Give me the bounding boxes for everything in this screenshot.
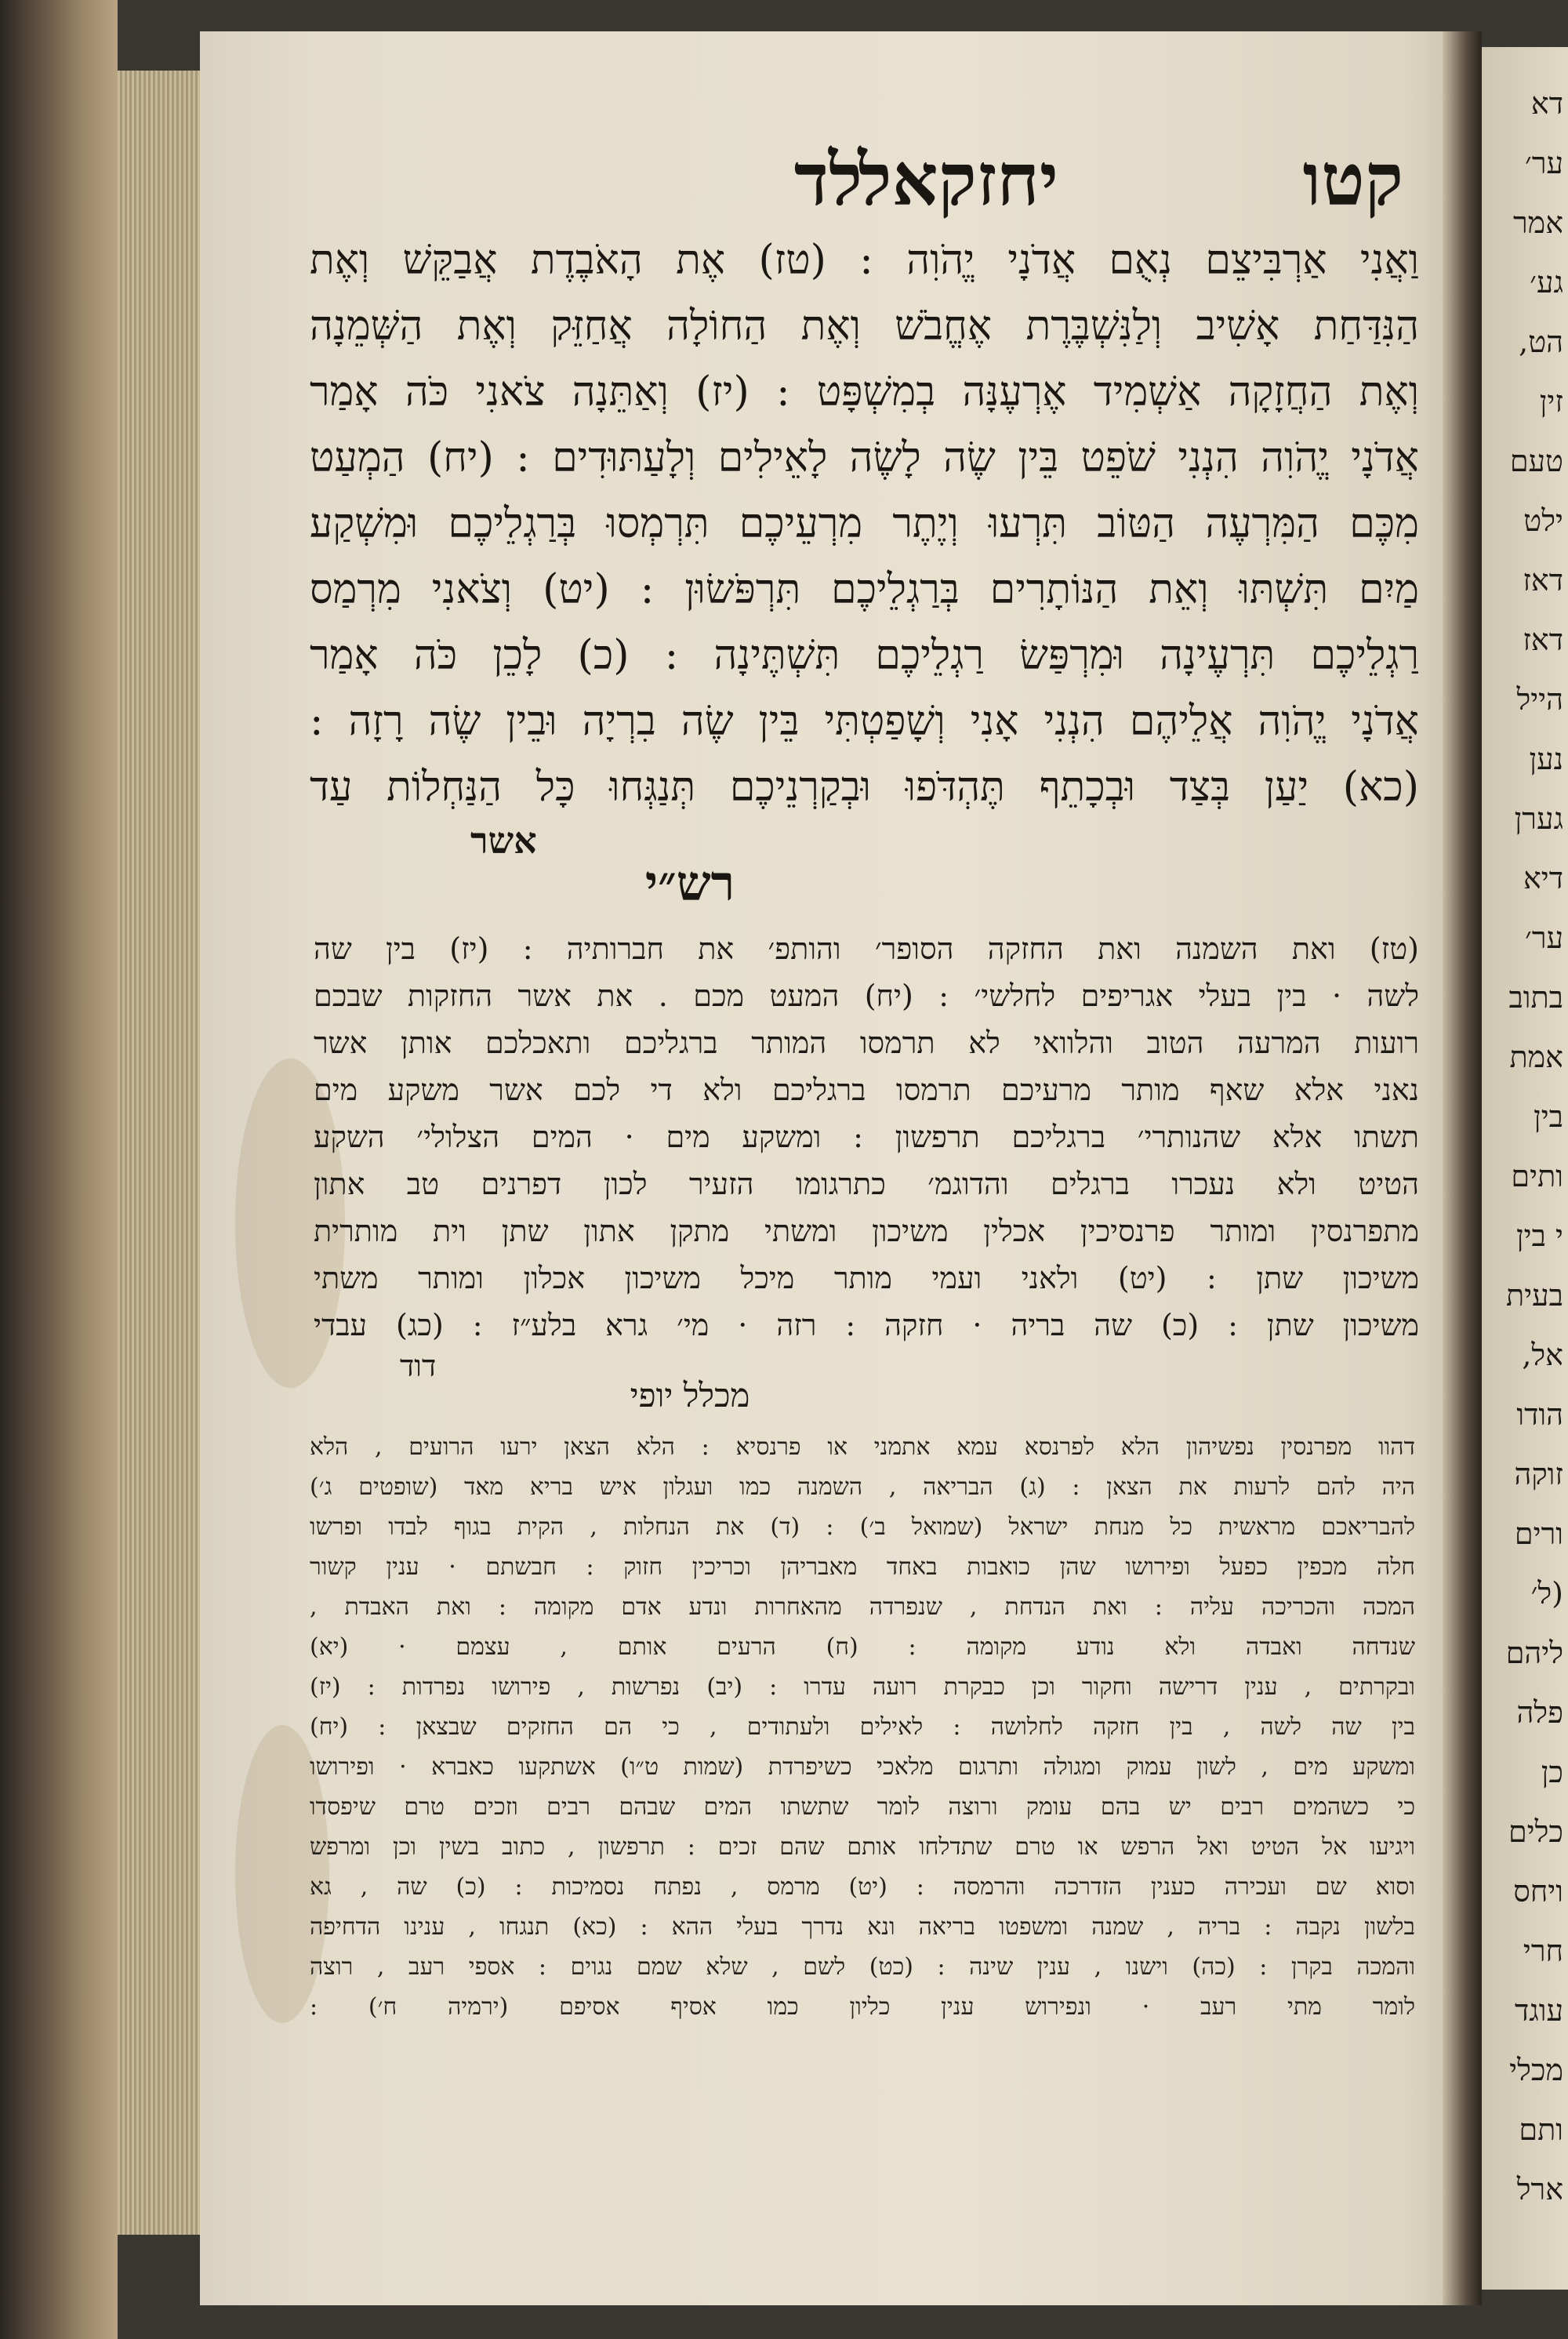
facing-page-fragment: חרי [1523,1934,1563,1968]
book-edge [0,0,118,2339]
verse-line: אֲדֹנָי יֱהֹוִה הִנְנִי שֹׁפֵט בֵּין שֶׂה לָשֶׂה לָאֵילִים וְלָעַתּוּדִים : (יח) הַמְעַט [310,434,1419,481]
verse-line: הַנִּדַּחַת אָשִׁיב וְלַנִּשְׁבֶּרֶת אֶחֱבֹשׁ וְאֶת הַחוֹלָה אֲחַזֵּק וְאֶת הַשְּׁמֵנָה [310,303,1419,350]
rashi-heading [0,855,1568,913]
facing-page-fragment: ער׳ [1525,146,1563,180]
verse-line: אֲדֹנָי יֱהֹוִה אֲלֵיהֶם הִנְנִי אָנִי וְשָׁפַטְתִּי בֵּין שֶׂה בִרְיָה וּבֵין שֶׂה רָזָה : [310,698,1419,745]
facing-page-fragment: דיא [1523,861,1563,895]
verse-line: וַאֲנִי אַרְבִּיצֵם נְאֻם אֲדֹנָי יֱהֹוִה : (טז) אֶת הָאֹבֶדֶת אֲבַקֵּשׁ וְאֶת [310,237,1419,284]
facing-page-fragment: כן [1541,1755,1563,1789]
facing-page-fragment: אמת [1509,1040,1563,1074]
mikhlal-line: בין שה לשה , בין חזקה לחלושה : לאילים ולעתודים , כי הם החזקים שבצאן : (יח) [310,1713,1415,1741]
facing-page-fragment: זוקה [1514,1457,1563,1491]
facing-page-fragment: זין [1539,384,1563,419]
facing-page-fragment: טעם [1509,444,1563,478]
rashi-line: (טז) ואת השמנה ואת החזקה הסופר׳ והותפ׳ את חברותיה : (יז) בין שה [314,932,1419,966]
verse-line: מַיִם תִּשְׁתּוּ וְאֵת הַנּוֹתָרִים בְּרַגְלֵיכֶם תִּרְפֹּשׂוּן : (יט) וְצֹאנִי מִרְמַס [310,566,1419,613]
mikhlal-line: לומר מתי רעב · ונפירוש ענין כליון כמו אסיף אסיפם (ירמיה ח׳) : [310,1993,1415,2021]
rashi-line: נאני אלא שאף מותר מרעיכם תרמסו ברגליכם ולא די לכם אשר משקע מים [314,1073,1419,1107]
facing-page-fragment: י בין [1515,1219,1563,1253]
facing-page-fragment: ותים [1511,1159,1563,1193]
rashi-line: משיכון שתן : (כ) שה בריה · חזקה : רזה · מי׳ גרא בלע״ז : (כג) עבדי [314,1308,1419,1342]
page-number: קטו [1302,137,1403,222]
facing-page-fragment: דאז [1523,623,1563,657]
facing-page-fragment: ער׳ [1525,921,1563,955]
verse-line: (כא) יַעַן בְּצַד וּבְכָתֵף תֶּהְדֹּפוּ וּבְקַרְנֵיכֶם תְּנַגְּחוּ כָּל הַנַּחְלוֹת עַד [310,764,1419,811]
mikhlal-line: להבריאכם מראשית כל מנחת ישראל (שמואל ב׳) : (ד) את הנחלות , הקית בגוף לבדו ופרשו [310,1513,1415,1541]
rashi-commentary [314,925,1419,1349]
rashi-line: לשה · בין בעלי אגריפים לחלשי׳ : (יח) המעט מכם . את אשר החזקות שבכם [314,979,1419,1013]
mikhlal-line: המכה והכריכה עליה : ואת הנדחת , שנפרדה מהאחרות ונדע אדם מקומה : ואת האבדת , [310,1593,1415,1621]
facing-page-fragment: דא [1530,86,1563,121]
main-text-block [310,227,1419,820]
facing-page-fragment: עוגד [1514,1993,1563,2028]
facing-page-fragment: דאז [1523,563,1563,597]
running-header [329,137,1411,223]
book-title: יחזקאל [858,137,1058,222]
rashi-line: מתפרנסין ומותר פרנסיכין אכלין משיכון ומשתי מתקן אתון שתן וית מותרית [314,1214,1419,1248]
facing-page-fragment: בין [1534,1099,1563,1134]
mikhlal-heading-text: מכלל יופי [630,1376,750,1415]
facing-page-fragment: ילט [1523,503,1563,538]
mikhlal-line: חלה מכפין כפעל ופירושו שהן כואבות באחד מאבריהן וכריכין חזוק : חבשתם · ענין קשור [310,1553,1415,1581]
mikhlal-line: ובקרתים , ענין דרישה וחקור וכן כבקרת רועה עדרו : (יב) נפרשות , פירושו נפרדות : (יז) [310,1673,1415,1701]
facing-page-fragment: פלה [1516,1695,1563,1730]
mikhlal-line: שנדחה ואבדה ולא נודע מקומה : (ח) הרעים אותם , עצמם · (יא) [310,1633,1415,1661]
mikhlal-yofi-commentary [310,1427,1415,2027]
facing-page-fragment: ורים [1514,1516,1563,1551]
mikhlal-heading [0,1376,1568,1415]
facing-page-fragment: ויחס [1513,1874,1563,1909]
facing-page-fragment: הט, [1519,325,1563,359]
verse-line: רַגְלֵיכֶם תִּרְעֶינָה וּמִרְפַּשׂ רַגְלֵיכֶם תִּשְׁתֶּינָה : (כ) לָכֵן כֹּה אָמַר [310,632,1419,679]
facing-page-fragment: בעית [1506,1278,1563,1313]
facing-page-fragment: גע׳ [1530,265,1563,300]
mikhlal-line: ומשקע מים , לשון עמוק ומגולה ותרגום מלאכי כשיפרדת (שמות ט״ו) אשתקעו כאברא · ופירושו [310,1753,1415,1781]
mikhlal-line: דהוו מפרנסין נפשיהון הלא לפרנסא עמא אתמני או פרנסיא : הלא הצאן ירעו הרועים , הלא [310,1433,1415,1461]
chapter-number: לד [793,137,862,222]
rashi-catchword: דוד [400,1349,437,1383]
verse-line: מִכֶּם הַמִּרְעֶה הַטּוֹב תִּרְעוּ וְיֶתֶר מִרְעֵיכֶם תִּרְמְסוּ בְּרַגְלֵיכֶם וּמִשְׁקַע [310,500,1419,547]
facing-page-fragment: מכלי [1509,2053,1563,2087]
facing-page-edge [1482,47,1568,2290]
book-gutter [1443,31,1482,2305]
rashi-heading-text: רש״י [644,855,735,912]
mikhlal-line: והמכה בקרן : (כה) וישנו , ענין שינה : (כט) לשם , שלא שמם נגוים : אספי רעב , רוצה [310,1953,1415,1981]
mikhlal-line: וסוא שם ועכירה כענין הזדרכה והרמסה : (יט) מרמס , נפתח נסמיכות : (כ) שה , גא [310,1873,1415,1901]
mikhlal-line: ויגיעו אל הטיט ואל הרפש או טרם שתדלחו אותם שהם זכים : תרפשון , כתוב בשין וכן ומרפש [310,1833,1415,1861]
facing-page-fragment: הייל [1516,682,1563,717]
facing-page-fragment: בתוב [1508,980,1563,1015]
verse-line: וְאֶת הַחֲזָקָה אַשְׁמִיד אֶרְעֶנָּה בְמִשְׁפָּט : (יז) וְאַתֵּנָה צֹאנִי כֹּה אָמַר [310,369,1419,416]
rashi-line: תשתו אלא שהנותרי׳ ברגליכם תרפשון : ומשקע מים · המים הצלולי׳ השקע [314,1120,1419,1154]
mikhlal-line: בלשון נקבה : בריה , שמנה ומשפטו בריאה ונא נדרך בעלי ההא : (כא) תנגחו , ענינו הדחיפה [310,1913,1415,1941]
rashi-line: הטיט ולא נעכרו ברגלים והדוגמ׳ כתרגומו הזעיר לכון דפרנים טב אתון [314,1167,1419,1201]
facing-page-fragment: נען [1529,742,1563,776]
facing-page-fragment: הודו [1516,1397,1563,1432]
catchword: אשר [470,819,537,862]
facing-page-fragment: ארל [1516,2172,1563,2206]
facing-page-fragment: אל, [1522,1338,1563,1372]
page-stack-edge [118,71,204,2235]
facing-page-fragment: גערן [1514,801,1563,836]
facing-page-fragment: כלים [1508,1814,1563,1849]
facing-page-fragment: אמר [1513,205,1563,240]
facing-page-fragment: ליהם [1505,1636,1563,1670]
rashi-line: משיכון שתן : (יט) ולאני ועמי מותר מיכל משיכון אכלון ומותר משתי [314,1261,1419,1295]
rashi-line: רועות המרעה הטוב והלוואי לא תרמסו המותר ברגליכם ותאכלכם אותן אשר [314,1026,1419,1060]
mikhlal-line: היה להם לרעות את הצאן : (ג) הבריאה , השמנה כמו ועגלון איש בריא מאד (שופטים ג׳) [310,1473,1415,1501]
mikhlal-line: כי כשהמים רבים יש בהם עומק ורוצה לומר שתשתו המים שבהם רבים וזכים טרם שיפסדו [310,1793,1415,1821]
facing-page-fragment: (ל׳ [1530,1576,1563,1611]
facing-page-fragment: ותם [1519,2112,1563,2147]
